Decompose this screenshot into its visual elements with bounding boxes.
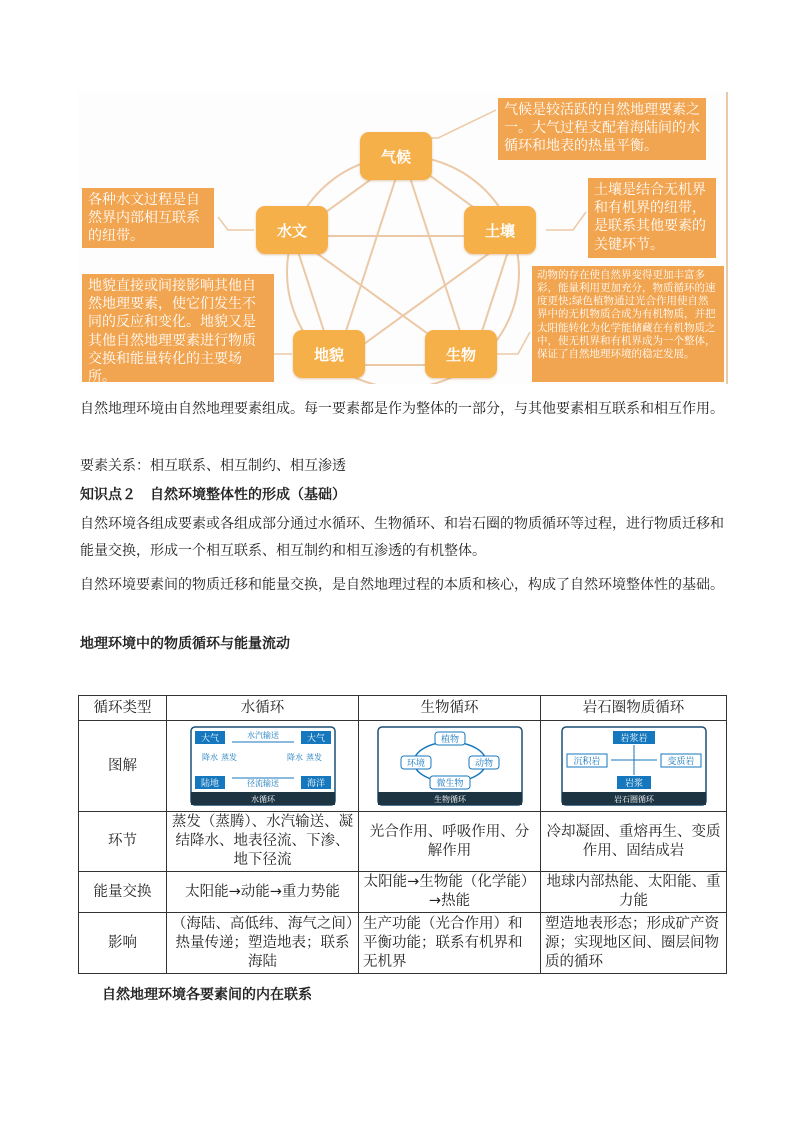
cell-water-impact: （海陆、高低纬、海气之间）热量传递；塑造地表；联系海陆: [167, 913, 359, 974]
cell-rock-impact: 塑造地表形态；形成矿产资源；实现地区间、圈层间物质的循环: [541, 913, 727, 974]
header-cycle-type: 循环类型: [79, 696, 167, 721]
node-climate: 气候: [360, 132, 432, 180]
table-row: [79, 721, 727, 812]
water-atm-label: 大气: [200, 734, 219, 744]
rock-caption: 岩石圈循环: [613, 795, 654, 804]
water-atm-label-2: 大气: [306, 734, 325, 744]
header-rock-cycle: 岩石圈物质循环: [541, 696, 727, 721]
node-soil: 土壤: [464, 206, 536, 254]
header-water-cycle: 水循环: [167, 696, 359, 721]
cell-bio-diagram: [359, 721, 541, 812]
para-element-relations: 要素关系：相互联系、相互制约、相互渗透: [80, 458, 346, 474]
node-landform: 地貌: [293, 330, 365, 378]
rock-magma-label: 岩浆: [624, 779, 643, 789]
cell-rock-link: 冷却凝固、重熔再生、变质作用、固结成岩: [541, 812, 727, 872]
water-ocean-label: 海洋: [306, 779, 325, 789]
callout-landform: 地貌直接或间接影响其他自然地理要素，使它们发生不同的反应和变化。地貌又是其他自然地理要素进行物质交换和能量转化的主要场所。: [82, 274, 274, 382]
water-evap-label-2: 蒸发: [305, 753, 322, 762]
cell-bio-link: 光合作用、呼吸作用、分解作用: [359, 812, 541, 872]
water-land-label: 陆地: [200, 779, 219, 789]
rock-magmatic-label: 岩浆岩: [619, 734, 648, 744]
cell-water-energy: 太阳能→动能→重力势能: [167, 872, 359, 913]
row-label-link: 环节: [79, 812, 167, 872]
water-caption: 水循环: [250, 795, 275, 804]
heading-inner-relations: 自然地理环境各要素间的内在联系: [102, 987, 312, 1003]
bio-env-label: 环境: [406, 759, 425, 769]
cell-water-diagram: [167, 721, 359, 812]
water-vapor-label: 水汽输送: [246, 731, 279, 740]
bio-plant-label: 植物: [440, 735, 459, 745]
elements-diagram: [78, 92, 728, 384]
rock-cycle-diagram: [561, 726, 707, 806]
water-evap-label: 蒸发: [220, 753, 237, 762]
para-integrity-formation: 自然环境各组成要素或各组成部分通过水循环、生物循环、和岩石圈的物质循环等过程，进行物质迁移和能量交换，形成一个相互联系、相互制约和相互渗透的有机整体。: [80, 516, 724, 559]
table-header-row: [79, 696, 727, 721]
water-precip-label: 降水: [201, 753, 218, 762]
cell-rock-energy: 地球内部热能、太阳能、重力能: [541, 872, 727, 913]
callout-soil: 土壤是结合无机界和有机界的纽带，是联系其他要素的关键环节。: [588, 178, 716, 258]
heading-material-cycle: 地理环境中的物质循环与能量流动: [80, 636, 290, 652]
callout-hydrology: 各种水文过程是自然界内部相互联系的纽带。: [82, 188, 214, 248]
cycle-table: [78, 695, 727, 974]
bio-animal-label: 动物: [474, 759, 493, 769]
table-row: [79, 812, 727, 872]
water-cycle-diagram: [190, 726, 336, 806]
cell-bio-energy: 太阳能→生物能（化学能）→热能: [359, 872, 541, 913]
cell-rock-diagram: [541, 721, 727, 812]
rock-sedimentary-label: 沉积岩: [572, 757, 601, 767]
rock-metamorphic-label: 变质岩: [666, 757, 695, 767]
bio-cycle-diagram: [377, 726, 523, 806]
callout-climate: 气候是较活跃的自然地理要素之一。大气过程支配着海陆间的水循环和地表的热量平衡。: [498, 98, 706, 160]
water-precip-label-2: 降水: [286, 753, 303, 762]
node-hydrology: 水文: [256, 206, 328, 254]
bio-caption: 生物循环: [433, 795, 466, 804]
table-row: [79, 872, 727, 913]
row-label-energy: 能量交换: [79, 872, 167, 913]
row-label-diagram: 图解: [79, 721, 167, 812]
para-integrity-basis: 自然环境要素间的物质迁移和能量交换，是自然地理过程的本质和核心，构成了自然环境整体性的基础。: [80, 577, 724, 593]
water-runoff-label: 径流输送: [246, 779, 279, 788]
table-row: [79, 913, 727, 974]
cell-water-link: 蒸发（蒸腾）、水汽输送、凝结降水、地表径流、下渗、地下径流: [167, 812, 359, 872]
header-bio-cycle: 生物循环: [359, 696, 541, 721]
bio-microbe-label: 微生物: [435, 779, 464, 789]
node-biology: 生物: [425, 330, 497, 378]
row-label-impact: 影响: [79, 913, 167, 974]
cell-bio-impact: 生产功能（光合作用）和平衡功能；联系有机界和无机界: [359, 913, 541, 974]
para-environment-composition: 自然地理环境由自然地理要素组成。每一要素都是作为整体的一部分，与其他要素相互联系和相互作用。: [80, 401, 724, 417]
heading-knowledge-point-2: 知识点２ 自然环境整体性的形成（基础）: [80, 487, 346, 503]
callout-biology: 动物的存在使自然界变得更加丰富多彩，能量利用更加充分，物质循环的速度更快;绿色植物通过光合作用使自然界中的无机物质合成为有机物质，并把太阳能转化为化学能储藏在有机物质之中，使无机界和有机界成为一个整体，保证了自然地理环境的稳定发展。: [532, 266, 724, 382]
